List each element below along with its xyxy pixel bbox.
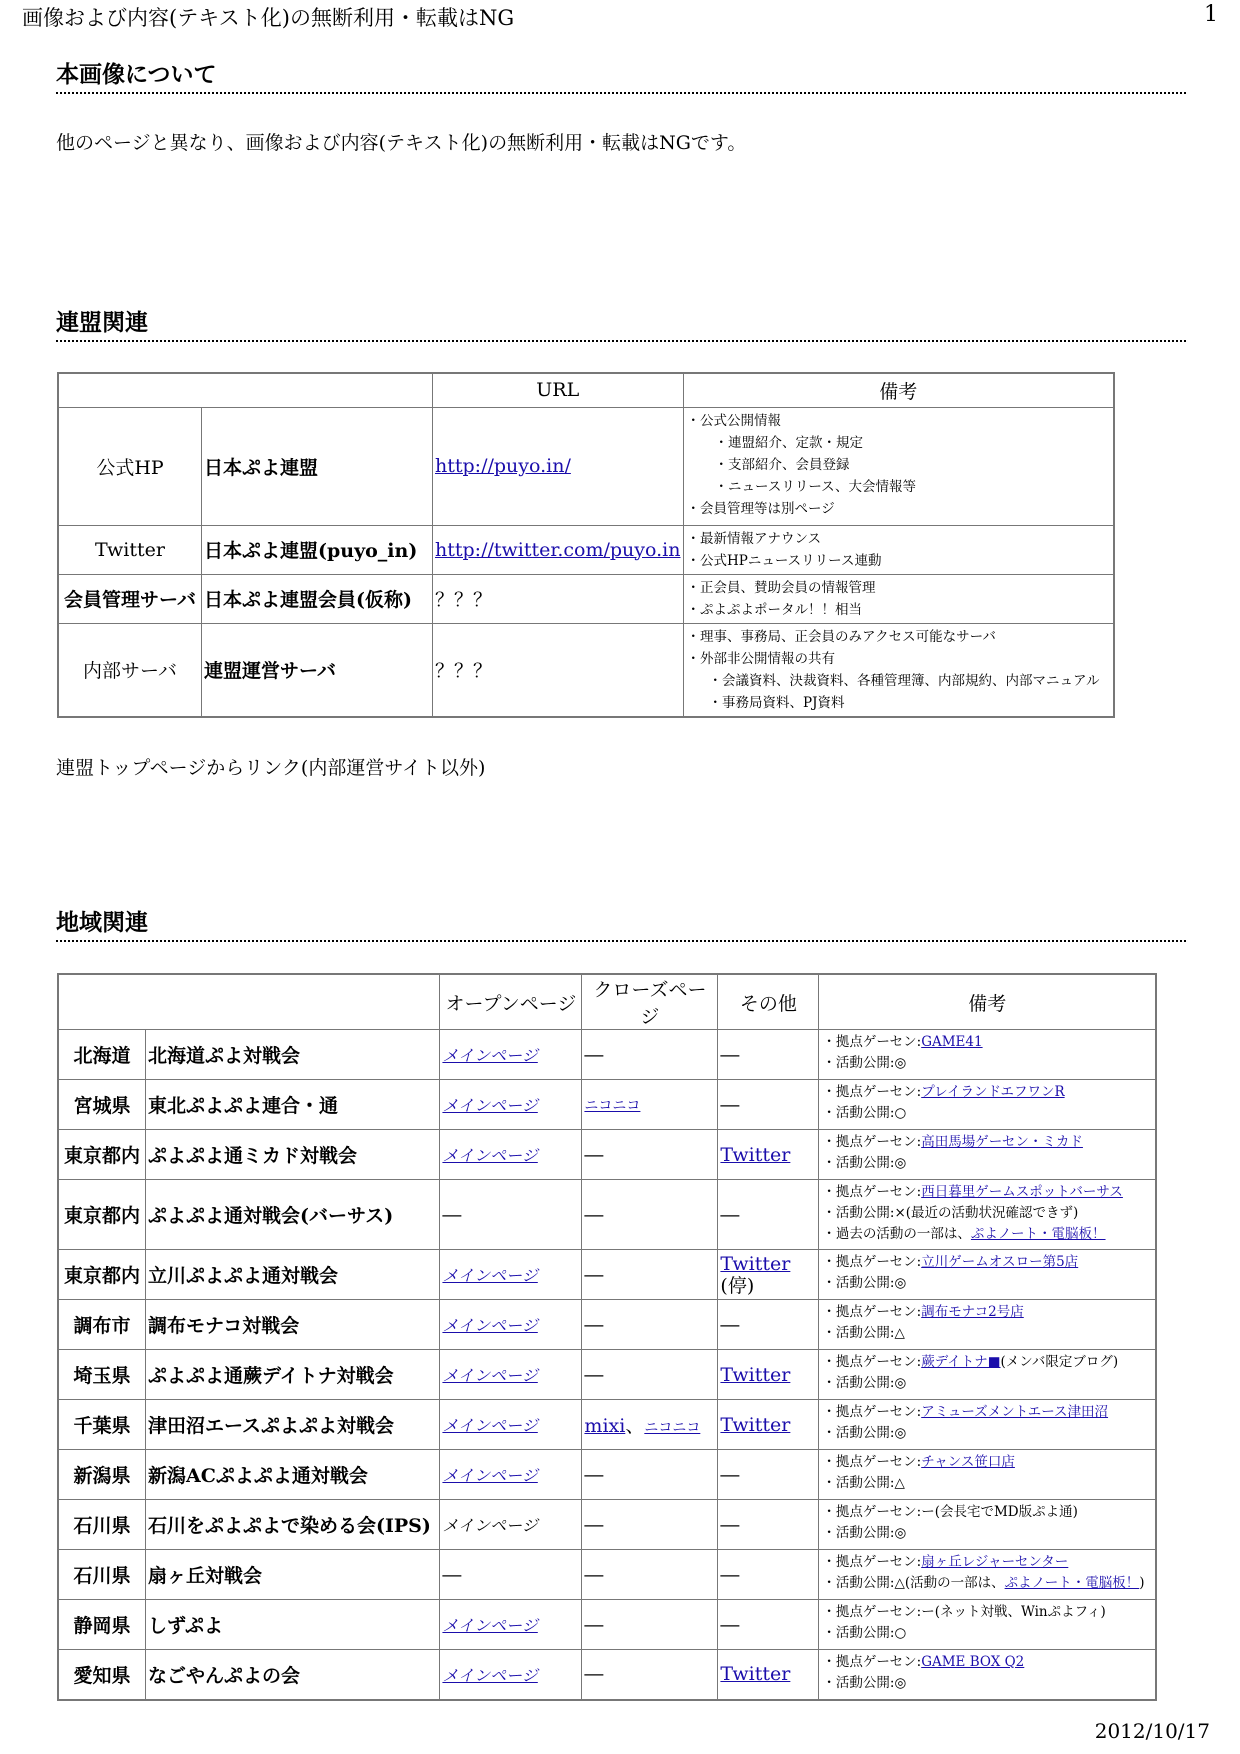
- region-table: [57, 973, 1157, 1701]
- region-other-none: ―: [720, 1043, 740, 1066]
- region-note-base-label: ・拠点ゲーセン:ー(会長宅でMD版ぷよ通): [822, 1504, 1078, 1520]
- region-arcade-link[interactable]: 蕨デイトナ■: [921, 1354, 1001, 1370]
- region-arcade-link[interactable]: GAME41: [921, 1034, 983, 1050]
- region-notes: [819, 1030, 1156, 1080]
- region-notes: [819, 1250, 1156, 1300]
- region-arcade-link[interactable]: GAME BOX Q2: [921, 1654, 1025, 1670]
- league-header-notes: 備考: [683, 373, 1114, 407]
- region-note-activity: [822, 1373, 1152, 1394]
- document-header-title: 画像および内容(テキスト化)の無断利用・転載はNG: [22, 6, 515, 30]
- league-url-cell: [433, 574, 684, 623]
- region-arcade-link[interactable]: チャンス笹口店: [921, 1454, 1015, 1470]
- region-main-page-link[interactable]: メインページ: [442, 1096, 538, 1115]
- region-open-cell: [440, 1550, 582, 1600]
- region-header-other: その他: [718, 974, 819, 1030]
- region-other-cell: [718, 1030, 819, 1080]
- region-note-base-suffix: (メンバ限定ブログ): [1000, 1354, 1119, 1370]
- region-note-activity-label: ・活動公開:○: [822, 1625, 907, 1641]
- region-other-cell: [718, 1130, 819, 1180]
- region-note-base-label: ・拠点ゲーセン:: [822, 1304, 922, 1320]
- region-note-base: [822, 1352, 1152, 1373]
- region-note-base-label: ・拠点ゲーセン:: [822, 1254, 922, 1270]
- region-close-none: ―: [584, 1313, 604, 1336]
- region-note-activity: [822, 1053, 1152, 1074]
- region-row: [58, 1650, 1156, 1700]
- region-note-base-label: ・拠点ゲーセン:ー(ネット対戦、Winぷよフィ): [822, 1604, 1106, 1620]
- league-note-line: ・正会員、賛助会員の情報管理: [686, 579, 876, 596]
- region-open-cell: [440, 1130, 582, 1180]
- section-title-about: 本画像について: [56, 60, 1186, 94]
- league-name: 日本ぷよ連盟会員(仮称): [202, 574, 433, 623]
- region-other-cell: [718, 1650, 819, 1700]
- region-close-cell: [582, 1130, 718, 1180]
- region-close-none: ―: [584, 1513, 604, 1536]
- region-main-page-link[interactable]: メインページ: [442, 1046, 538, 1065]
- region-close-cell: [582, 1030, 718, 1080]
- region-notes: [819, 1500, 1156, 1550]
- region-note-base: [822, 1082, 1152, 1103]
- region-note-base: [822, 1132, 1152, 1153]
- league-row: [58, 574, 1114, 623]
- region-open-cell: [440, 1400, 582, 1450]
- region-note-activity: [822, 1423, 1152, 1444]
- region-close-none: ―: [584, 1613, 604, 1636]
- region-open-cell: [440, 1250, 582, 1300]
- region-close-none: ―: [584, 1203, 604, 1226]
- region-pref: 千葉県: [58, 1400, 146, 1450]
- region-note-base: [822, 1502, 1152, 1523]
- region-note-activity-label: ・活動公開:◎: [822, 1425, 907, 1441]
- region-other-none: ―: [720, 1463, 740, 1486]
- region-puyo-note-link[interactable]: ぷよノート・電脳板！: [1004, 1575, 1140, 1591]
- region-open-cell: [440, 1650, 582, 1700]
- region-group-name: ぷよぷよ通ミカド対戦会: [146, 1130, 440, 1180]
- league-note-line: ・ぷよぷよポータル！！相当: [686, 601, 862, 618]
- region-main-page-link[interactable]: メインページ: [442, 1366, 538, 1385]
- region-close-none: ―: [584, 1463, 604, 1486]
- region-note-base-label: ・拠点ゲーセン:: [822, 1084, 922, 1100]
- region-close-none: ―: [584, 1043, 604, 1066]
- region-main-page-link[interactable]: メインページ: [442, 1665, 538, 1685]
- region-main-page-link[interactable]: メインページ: [442, 1466, 538, 1485]
- region-notes: [819, 1400, 1156, 1450]
- region-note-base-label: ・拠点ゲーセン:: [822, 1454, 922, 1470]
- footer-date: 2012/10/17: [1094, 1719, 1210, 1743]
- region-row: [58, 1180, 1156, 1250]
- region-arcade-link[interactable]: 高田馬場ゲーセン・ミカド: [921, 1134, 1083, 1150]
- region-note-base-label: ・拠点ゲーセン:: [822, 1654, 922, 1670]
- region-close-cell: [582, 1300, 718, 1350]
- region-note-activity: [822, 1573, 1152, 1594]
- region-open-cell: [440, 1350, 582, 1400]
- region-row: [58, 1350, 1156, 1400]
- league-type: 公式HP: [58, 407, 202, 525]
- region-close-cell: [582, 1350, 718, 1400]
- region-group-name: 扇ヶ丘対戦会: [146, 1550, 440, 1600]
- league-url-link[interactable]: http://puyo.in/: [435, 455, 571, 477]
- region-row: [58, 1450, 1156, 1500]
- region-note-activity: [822, 1273, 1152, 1294]
- region-close-link[interactable]: mixi: [584, 1415, 626, 1437]
- section-title-region: 地域関連: [56, 908, 1186, 942]
- region-pref: 東京都内: [58, 1250, 146, 1300]
- region-open-none: ―: [442, 1203, 462, 1226]
- region-group-name: 津田沼エースぷよぷよ対戦会: [146, 1400, 440, 1450]
- league-url-link[interactable]: http://twitter.com/puyo.in: [435, 538, 681, 561]
- region-other-none: ―: [720, 1613, 740, 1636]
- section-title-league: 連盟関連: [56, 308, 1186, 342]
- league-after-text: 連盟トップページからリンク(内部運営サイト以外): [56, 757, 486, 779]
- region-other-none: ―: [720, 1203, 740, 1226]
- region-other-status: (停): [720, 1274, 755, 1297]
- region-open-cell: [440, 1600, 582, 1650]
- league-note-line: ・支部紹介、会員登録: [714, 456, 850, 473]
- region-notes: [819, 1450, 1156, 1500]
- league-url-text: ？？？: [435, 660, 493, 682]
- region-other-cell: [718, 1180, 819, 1250]
- region-puyo-note-link[interactable]: ぷよノート・電脳板！: [970, 1226, 1106, 1242]
- region-twitter-link[interactable]: Twitter: [720, 1252, 791, 1275]
- region-note-activity: [822, 1623, 1152, 1644]
- region-note-activity-label: ・活動公開:×(最近の活動状況確認できず): [822, 1205, 1079, 1221]
- league-note-line: ・理事、事務局、正会員のみアクセス可能なサーバ: [686, 628, 996, 645]
- region-pref: 愛知県: [58, 1650, 146, 1700]
- region-other-none: ―: [720, 1093, 740, 1116]
- region-note-activity: [822, 1153, 1152, 1174]
- league-row: [58, 623, 1114, 717]
- region-other-cell: [718, 1300, 819, 1350]
- region-note-activity-label: ・活動公開:○: [822, 1105, 907, 1121]
- region-open-cell: [440, 1180, 582, 1250]
- region-close-cell: [582, 1500, 718, 1550]
- region-close-cell: [582, 1250, 718, 1300]
- region-close-none: ―: [584, 1563, 604, 1586]
- region-row: [58, 1030, 1156, 1080]
- region-pref: 埼玉県: [58, 1350, 146, 1400]
- region-note-base-label: ・拠点ゲーセン:: [822, 1034, 922, 1050]
- league-type: Twitter: [58, 525, 202, 574]
- region-row: [58, 1130, 1156, 1180]
- region-open-cell: [440, 1300, 582, 1350]
- region-open-text: メインページ: [442, 1516, 538, 1535]
- region-note-base-label: ・拠点ゲーセン:: [822, 1354, 922, 1370]
- league-note-line: ・連盟紹介、定款・規定: [714, 434, 863, 451]
- region-notes: [819, 1550, 1156, 1600]
- league-header-blank: [58, 373, 433, 407]
- region-note-activity-label: ・活動公開:△(活動の一部は、: [822, 1575, 1005, 1591]
- region-row: [58, 1600, 1156, 1650]
- region-open-cell: [440, 1030, 582, 1080]
- region-header-blank: [58, 974, 440, 1030]
- region-note-activity-label: ・活動公開:◎: [822, 1525, 907, 1541]
- region-pref: 静岡県: [58, 1600, 146, 1650]
- region-close-cell: [582, 1400, 718, 1450]
- region-note-activity-label: ・活動公開:◎: [822, 1275, 907, 1291]
- region-twitter-link[interactable]: Twitter: [720, 1413, 791, 1436]
- region-open-cell: [440, 1450, 582, 1500]
- region-group-name: ぷよぷよ通対戦会(バーサス): [146, 1180, 440, 1250]
- region-notes: [819, 1650, 1156, 1700]
- region-group-name: なごやんぷよの会: [146, 1650, 440, 1700]
- region-main-page-link[interactable]: メインページ: [442, 1316, 538, 1335]
- league-table: [57, 372, 1115, 718]
- league-type: 内部サーバ: [58, 623, 202, 717]
- region-close-cell: [582, 1650, 718, 1700]
- league-header-url: URL: [433, 373, 684, 407]
- region-close-none: ―: [584, 1663, 604, 1686]
- page-number: 1: [1204, 2, 1218, 27]
- league-note-line: ・最新情報アナウンス: [686, 530, 822, 547]
- region-arcade-link[interactable]: アミューズメントエース津田沼: [921, 1404, 1109, 1420]
- region-main-page-link[interactable]: メインページ: [442, 1616, 538, 1635]
- region-note-extra-label: ・過去の活動の一部は、: [822, 1226, 971, 1242]
- region-note-activity-label: ・活動公開:△: [822, 1475, 905, 1491]
- league-name: 日本ぷよ連盟(puyo_in): [202, 525, 433, 574]
- region-close-cell: [582, 1180, 718, 1250]
- region-note-activity-label: ・活動公開:◎: [822, 1055, 907, 1071]
- region-group-name: しずぷよ: [146, 1600, 440, 1650]
- region-other-cell: [718, 1080, 819, 1130]
- region-close-cell: [582, 1600, 718, 1650]
- league-notes: [683, 574, 1114, 623]
- region-close-none: ―: [584, 1363, 604, 1386]
- region-note-activity-label: ・活動公開:◎: [822, 1675, 907, 1691]
- league-url-cell: [433, 407, 684, 525]
- region-note-activity-label: ・活動公開:◎: [822, 1375, 907, 1391]
- region-notes: [819, 1600, 1156, 1650]
- region-arcade-link[interactable]: 西日暮里ゲームスポットバーサス: [921, 1184, 1123, 1200]
- region-group-name: 東北ぷよぷよ連合・通: [146, 1080, 440, 1130]
- region-note-base-label: ・拠点ゲーセン:: [822, 1134, 922, 1150]
- region-row: [58, 1400, 1156, 1450]
- region-close-none: ―: [584, 1143, 604, 1166]
- region-other-none: ―: [720, 1313, 740, 1336]
- region-pref: 東京都内: [58, 1130, 146, 1180]
- league-note-line: ・公式HPニュースリリース連動: [686, 552, 882, 569]
- region-open-cell: [440, 1500, 582, 1550]
- region-close-none: ―: [584, 1263, 604, 1286]
- league-type: 会員管理サーバ: [58, 574, 202, 623]
- region-header-close: クローズページ: [582, 974, 718, 1030]
- region-note-activity: [822, 1203, 1152, 1224]
- region-notes: [819, 1180, 1156, 1250]
- about-text: 他のページと異なり、画像および内容(テキスト化)の無断利用・転載はNGです。: [56, 132, 747, 154]
- region-note-activity-suffix: ): [1139, 1575, 1145, 1591]
- region-notes: [819, 1350, 1156, 1400]
- region-other-none: ―: [720, 1513, 740, 1536]
- region-note-base-label: ・拠点ゲーセン:: [822, 1184, 922, 1200]
- region-note-activity: [822, 1473, 1152, 1494]
- region-note-activity: [822, 1523, 1152, 1544]
- region-row: [58, 1080, 1156, 1130]
- region-note-activity-label: ・活動公開:◎: [822, 1155, 907, 1171]
- region-pref: 北海道: [58, 1030, 146, 1080]
- region-note-activity-label: ・活動公開:△: [822, 1325, 905, 1341]
- region-close-link[interactable]: ニコニコ: [584, 1097, 641, 1114]
- region-other-cell: [718, 1550, 819, 1600]
- region-twitter-link[interactable]: Twitter: [720, 1663, 791, 1686]
- region-note-base: [822, 1402, 1152, 1423]
- region-other-cell: [718, 1600, 819, 1650]
- league-notes: [683, 623, 1114, 717]
- region-open-none: ―: [442, 1563, 462, 1586]
- region-note-activity: [822, 1673, 1152, 1694]
- league-row: [58, 407, 1114, 525]
- region-pref: 石川県: [58, 1550, 146, 1600]
- region-other-cell: [718, 1350, 819, 1400]
- region-group-name: 立川ぷよぷよ通対戦会: [146, 1250, 440, 1300]
- region-note-base: [822, 1252, 1152, 1273]
- region-notes: [819, 1300, 1156, 1350]
- region-other-none: ―: [720, 1563, 740, 1586]
- region-arcade-link[interactable]: 扇ヶ丘レジャーセンター: [921, 1554, 1069, 1570]
- league-note-line: ・公式公開情報: [686, 412, 781, 429]
- region-pref: 調布市: [58, 1300, 146, 1350]
- region-row: [58, 1250, 1156, 1300]
- region-note-base: [822, 1032, 1152, 1053]
- region-note-base: [822, 1182, 1152, 1203]
- region-other-cell: [718, 1400, 819, 1450]
- league-row: [58, 525, 1114, 574]
- region-group-name: 新潟ACぷよぷよ通対戦会: [146, 1450, 440, 1500]
- region-note-base: [822, 1302, 1152, 1323]
- region-row: [58, 1500, 1156, 1550]
- region-note-activity: [822, 1103, 1152, 1124]
- region-note-extra: [822, 1224, 1152, 1245]
- league-note-line: ・会議資料、決裁資料、各種管理簿、内部規約、内部マニュアル: [708, 672, 1100, 689]
- region-pref: 宮城県: [58, 1080, 146, 1130]
- region-pref: 石川県: [58, 1500, 146, 1550]
- region-note-base: [822, 1552, 1152, 1573]
- region-row: [58, 1300, 1156, 1350]
- region-arcade-link[interactable]: 調布モナコ2号店: [921, 1304, 1024, 1320]
- region-close-cell: [582, 1080, 718, 1130]
- region-close-link[interactable]: ニコニコ: [644, 1420, 701, 1436]
- league-name: 日本ぷよ連盟: [202, 407, 433, 525]
- region-close-cell: [582, 1550, 718, 1600]
- region-close-separator: 、: [625, 1415, 645, 1437]
- league-note-line: ・外部非公開情報の共有: [686, 650, 835, 667]
- region-twitter-link[interactable]: Twitter: [720, 1143, 791, 1166]
- region-row: [58, 1550, 1156, 1600]
- region-header-notes: 備考: [819, 974, 1156, 1030]
- league-url-text: ？？？: [435, 589, 493, 611]
- region-arcade-link[interactable]: プレイランドエフワンR: [921, 1084, 1065, 1100]
- region-other-cell: [718, 1500, 819, 1550]
- region-notes: [819, 1080, 1156, 1130]
- league-name: 連盟運営サーバ: [202, 623, 433, 717]
- region-close-cell: [582, 1450, 718, 1500]
- region-header-open: オープンページ: [440, 974, 582, 1030]
- region-pref: 新潟県: [58, 1450, 146, 1500]
- region-open-cell: [440, 1080, 582, 1130]
- region-note-base: [822, 1602, 1152, 1623]
- region-group-name: ぷよぷよ通蕨デイトナ対戦会: [146, 1350, 440, 1400]
- region-pref: 東京都内: [58, 1180, 146, 1250]
- region-main-page-link[interactable]: メインページ: [442, 1416, 538, 1435]
- region-note-base-label: ・拠点ゲーセン:: [822, 1554, 922, 1570]
- region-note-base-label: ・拠点ゲーセン:: [822, 1404, 922, 1420]
- region-note-base: [822, 1652, 1152, 1673]
- league-note-line: ・会員管理等は別ページ: [686, 500, 835, 517]
- league-notes: [683, 525, 1114, 574]
- region-other-cell: [718, 1250, 819, 1300]
- region-arcade-link[interactable]: 立川ゲームオスロー第5店: [921, 1254, 1079, 1270]
- league-url-cell: [433, 623, 684, 717]
- league-note-line: ・事務局資料、PJ資料: [708, 694, 845, 711]
- region-main-page-link[interactable]: メインページ: [442, 1146, 538, 1165]
- league-url-cell: [433, 525, 684, 574]
- region-main-page-link[interactable]: メインページ: [442, 1266, 538, 1285]
- region-group-name: 石川をぷよぷよで染める会(IPS): [146, 1500, 440, 1550]
- league-note-line: ・ニュースリリース、大会情報等: [714, 478, 917, 495]
- region-twitter-link[interactable]: Twitter: [720, 1363, 791, 1386]
- region-group-name: 調布モナコ対戦会: [146, 1300, 440, 1350]
- region-note-activity: [822, 1323, 1152, 1344]
- region-other-cell: [718, 1450, 819, 1500]
- region-group-name: 北海道ぷよ対戦会: [146, 1030, 440, 1080]
- region-note-base: [822, 1452, 1152, 1473]
- league-notes: [683, 407, 1114, 525]
- region-notes: [819, 1130, 1156, 1180]
